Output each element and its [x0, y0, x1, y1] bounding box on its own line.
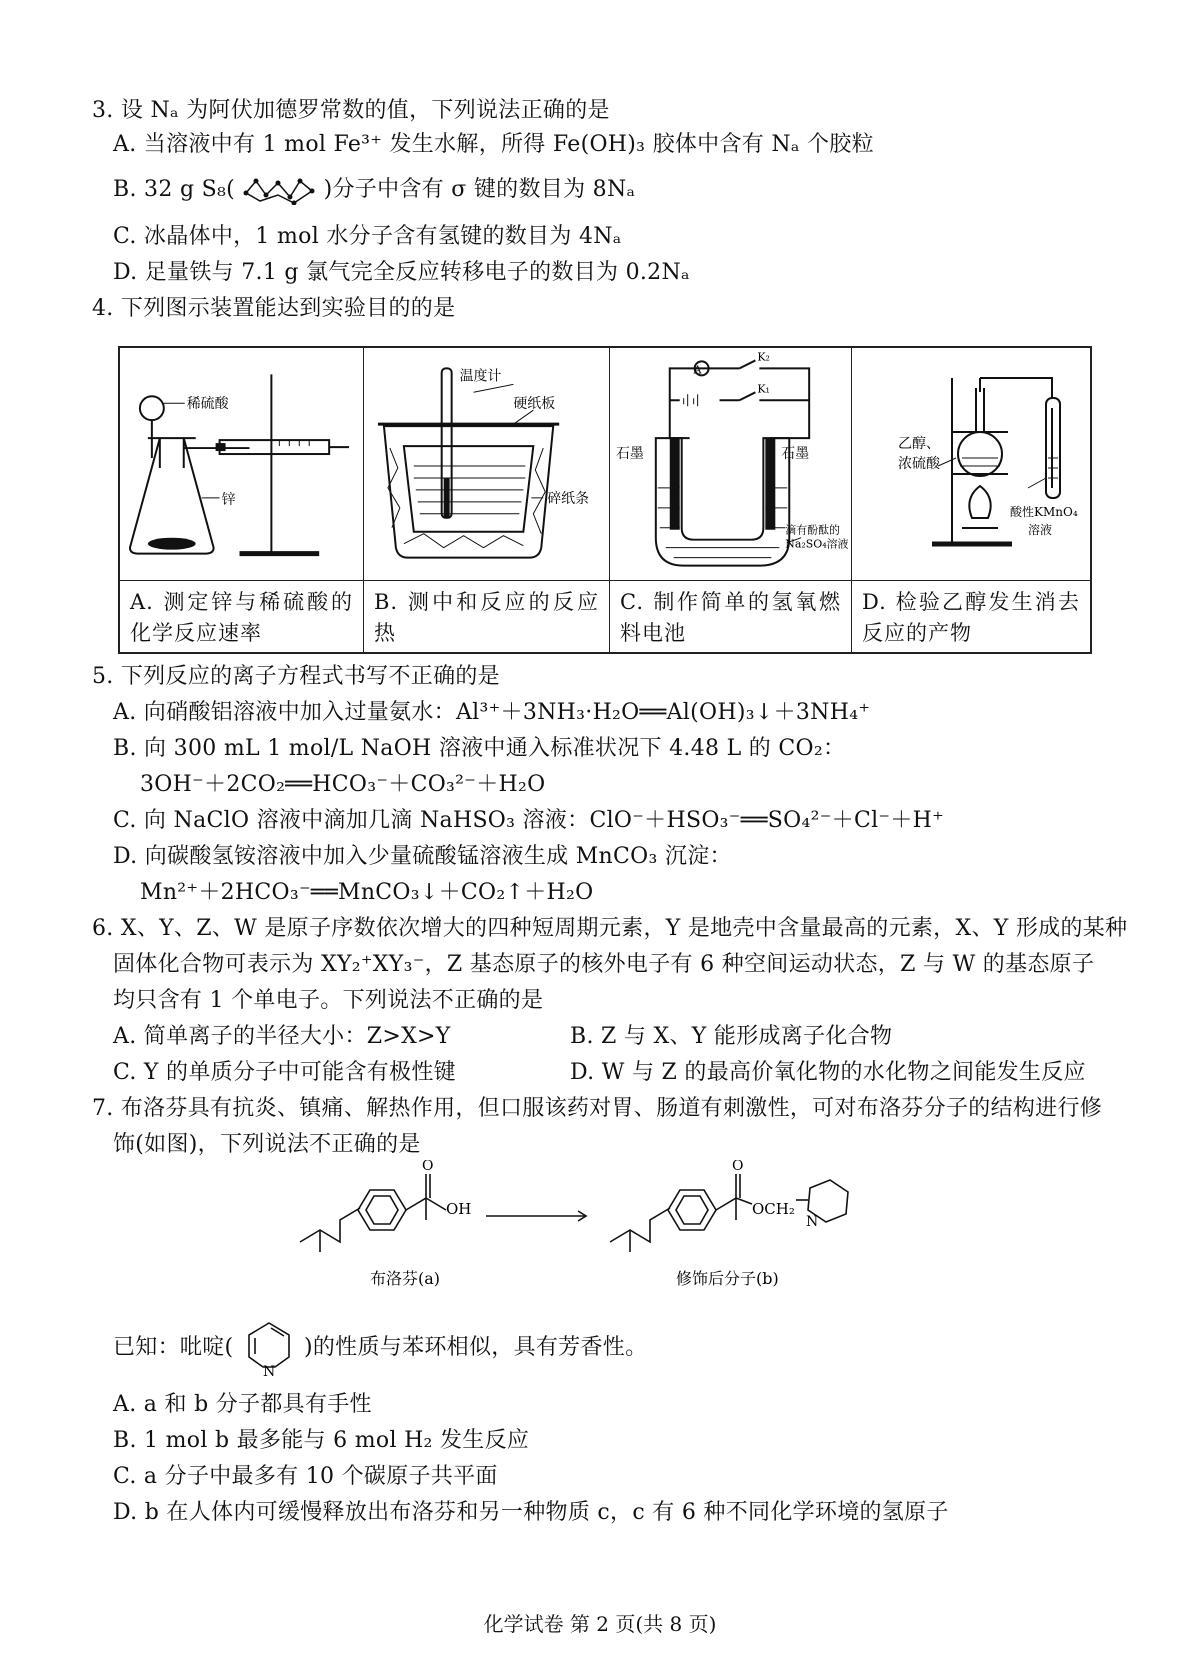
q7-option-c: C. a 分子中最多有 10 个碳原子共平面	[113, 1464, 498, 1489]
q6-option-a: A. 简单离子的半径大小：Z>X>Y	[113, 1024, 451, 1049]
label-k1: K₁	[757, 382, 770, 396]
pyridine-n: N	[262, 1364, 276, 1377]
label-ibuprofen-a: 布洛芬(a)	[370, 1269, 441, 1288]
q5-stem: 5. 下列反应的离子方程式书写不正确的是	[92, 664, 500, 689]
hydroxyl-oh: OH	[446, 1200, 472, 1218]
q5-option-b-line1: B. 向 300 mL 1 mol/L NaOH 溶液中通入标准状况下 4.48 L 的 CO₂：	[113, 736, 846, 761]
label-k2: K₂	[757, 350, 770, 364]
caption-b: B. 测中和反应的反应热	[364, 580, 609, 652]
ester-group: OCH₂	[752, 1200, 795, 1218]
apparatus-cell-b	[364, 348, 610, 652]
label-cardboard: 硬纸板	[513, 396, 556, 413]
q3-option-c: C. 冰晶体中，1 mol 水分子含有氢键的数目为 4Nₐ	[113, 224, 622, 249]
calorimeter-diagram	[364, 348, 609, 580]
page-footer: 化学试卷 第 2 页(共 8 页)	[483, 1612, 717, 1636]
q6-stem-line3: 均只含有 1 个单电子。下列说法不正确的是	[113, 988, 544, 1013]
q3-option-d: D. 足量铁与 7.1 g 氯气完全反应转移电子的数目为 0.2Nₐ	[113, 260, 690, 285]
carbonyl-o-a: O	[422, 1160, 434, 1174]
pyridine-structure	[241, 1319, 297, 1377]
apparatus-cell-a	[120, 348, 364, 652]
label-ammeter: A	[693, 363, 702, 377]
q3-option-b-post: )分子中含有 σ 键的数目为 8Nₐ	[323, 177, 636, 202]
q6-option-d: D. W 与 Z 的最高价氧化物的水化物之间能发生反应	[570, 1060, 1086, 1085]
label-modified-b: 修饰后分子(b)	[676, 1269, 779, 1288]
q5-option-d-line2: Mn²⁺＋2HCO₃⁻══MnCO₃↓＋CO₂↑＋H₂O	[140, 880, 594, 905]
q3-option-b	[113, 175, 635, 205]
q7-option-d: D. b 在人体内可缓慢释放出布洛芬和另一种物质 c，c 有 6 种不同化学环境的氢原子	[113, 1500, 949, 1525]
q3-option-b-pre: B. 32 g S₈(	[113, 177, 235, 202]
q3-stem: 3. 设 Nₐ 为阿伏加德罗常数的值，下列说法正确的是	[92, 98, 610, 123]
q7-option-a: A. a 和 b 分子都具有手性	[113, 1392, 372, 1417]
label-thermometer: 温度计	[459, 368, 502, 385]
ibuprofen-reaction-scheme	[290, 1160, 910, 1300]
caption-a: A. 测定锌与稀硫酸的化学反应速率	[120, 580, 363, 652]
label-kmno4: 酸性KMnO₄	[1010, 505, 1078, 519]
label-zinc: 锌	[221, 491, 236, 508]
apparatus-cell-c	[610, 348, 852, 652]
label-conc-sulfuric-acid: 浓硫酸	[898, 456, 940, 472]
rate-apparatus-diagram	[120, 348, 363, 580]
apparatus-cell-d	[852, 348, 1090, 652]
q5-option-d-line1: D. 向碳酸氢铵溶液中加入少量硫酸锰溶液生成 MnCO₃ 沉淀：	[113, 844, 732, 869]
label-solution-2: Na₂SO₄溶液	[785, 537, 849, 551]
s8-ring-structure	[242, 175, 316, 205]
q7-known-post: )的性质与苯环相似，具有芳香性。	[303, 1335, 648, 1360]
caption-d: D. 检验乙醇发生消去反应的产物	[852, 580, 1090, 652]
q7-known	[113, 1318, 647, 1378]
label-dilute-sulfuric-acid: 稀硫酸	[186, 396, 229, 413]
q6-option-b: B. Z 与 X、Y 能形成离子化合物	[570, 1024, 893, 1049]
q7-known-pre: 已知：吡啶(	[113, 1335, 234, 1360]
q7-stem-line1: 7. 布洛芬具有抗炎、镇痛、解热作用，但口服该药对胃、肠道有刺激性，可对布洛芬分子的结构进行修	[92, 1096, 1103, 1121]
q5-option-b-line2: 3OH⁻＋2CO₂══HCO₃⁻＋CO₃²⁻＋H₂O	[140, 772, 546, 797]
q7-stem-line2: 饰(如图)，下列说法不正确的是	[113, 1132, 421, 1157]
apparatus-table	[118, 346, 1092, 654]
pyridine-n-b: N	[806, 1214, 819, 1230]
q4-stem: 4. 下列图示装置能达到实验目的的是	[92, 296, 456, 321]
q5-option-c: C. 向 NaClO 溶液中滴加几滴 NaHSO₃ 溶液：ClO⁻＋HSO₃⁻══SO₄²⁻＋Cl⁻＋H⁺	[113, 808, 945, 833]
label-solution-1: 滴有酚酞的	[785, 523, 840, 537]
q6-stem-line1: 6. X、Y、Z、W 是原子序数依次增大的四种短周期元素，Y 是地壳中含量最高的元素，X、Y 形成的某种	[92, 916, 1128, 941]
carbonyl-o-b: O	[732, 1160, 744, 1174]
q3-option-a: A. 当溶液中有 1 mol Fe³⁺ 发生水解，所得 Fe(OH)₃ 胶体中含有 Nₐ 个胶粒	[113, 132, 874, 157]
label-ethanol: 乙醇、	[898, 436, 940, 452]
q6-stem-line2: 固体化合物可表示为 XY₂⁺XY₃⁻，Z 基态原子的核外电子有 6 种空间运动状态，Z 与 W 的基态原子	[113, 952, 1095, 977]
label-kmno4-solution: 溶液	[1028, 523, 1053, 537]
fuel-cell-diagram	[610, 348, 851, 580]
label-graphite-right: 石墨	[781, 446, 810, 463]
q6-option-c: C. Y 的单质分子中可能含有极性键	[113, 1060, 456, 1085]
label-graphite-left: 石墨	[615, 446, 644, 463]
q5-option-a: A. 向硝酸铝溶液中加入过量氨水：Al³⁺＋3NH₃·H₂O══Al(OH)₃↓＋3NH₄⁺	[113, 700, 871, 725]
q7-option-b: B. 1 mol b 最多能与 6 mol H₂ 发生反应	[113, 1428, 530, 1453]
caption-c: C. 制作简单的氢氧燃料电池	[610, 580, 851, 652]
elimination-apparatus-diagram	[852, 348, 1090, 580]
label-shredded-paper: 碎纸条	[547, 490, 590, 507]
